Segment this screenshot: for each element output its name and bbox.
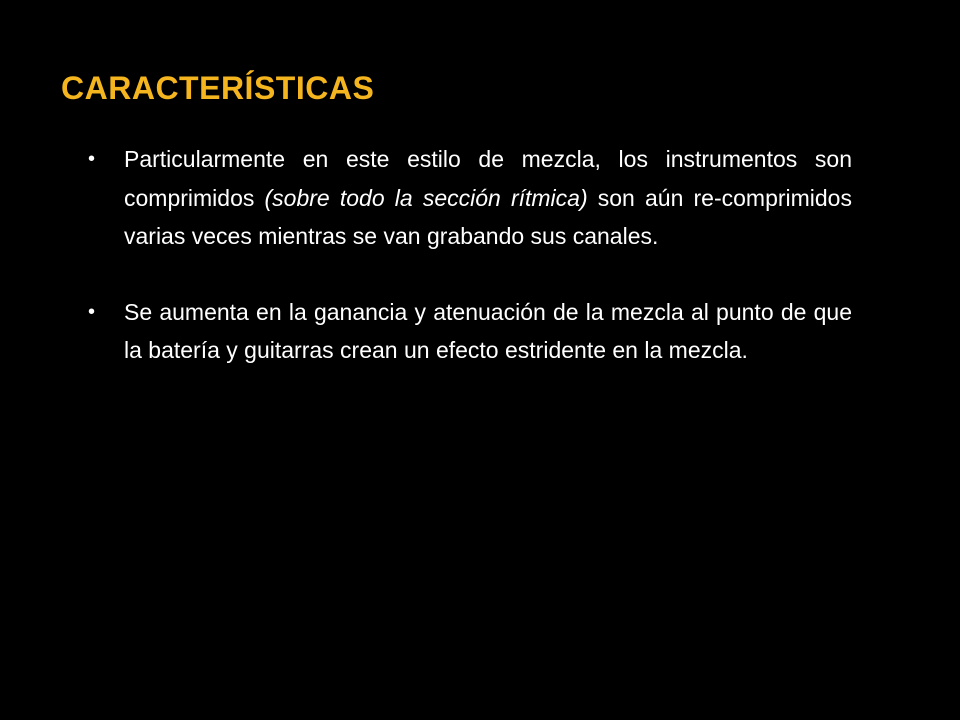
bullet-item-1: [88, 140, 852, 256]
bullet-dot-icon: •: [88, 300, 96, 323]
bullet-list: [88, 140, 852, 370]
bullet-dot-icon: •: [88, 148, 96, 170]
bullet-text-1: [124, 146, 852, 249]
bullet-item-2: [88, 293, 852, 370]
bullet-1-italic-text: (sobre todo la sección rítmica): [264, 184, 588, 211]
bullet-text-2: Se aumenta en la ganancia y atenuación de la mezcla al punto de que la batería y guitarras crean un efecto estridente en la mezcla.: [124, 298, 852, 363]
slide-title: CARACTERÍSTICAS: [61, 70, 375, 106]
bullet-1-text-part-1: Particularmente en este estilo de mezcla, los instrumentos son comprimidos: [124, 146, 852, 211]
bullet-1-text-part-3: son aún re-comprimidos varias veces mientras se van grabando sus canales.: [124, 184, 852, 249]
